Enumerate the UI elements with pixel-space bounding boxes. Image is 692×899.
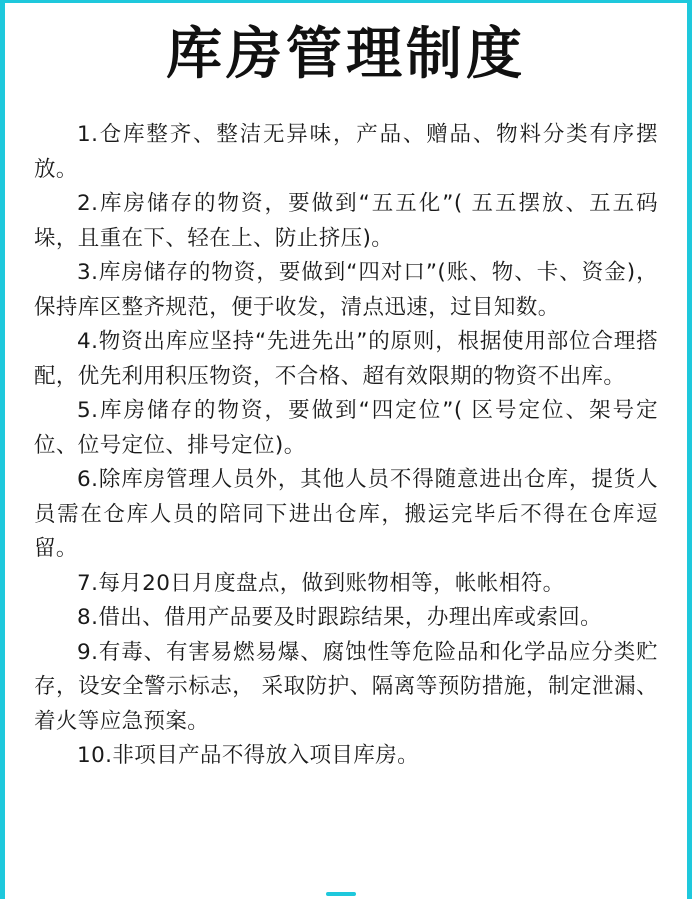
rule-text: 借出、借用产品要及时跟踪结果，办理出库或索回。 (98, 605, 603, 630)
rule-text: 库房储存的物资，要做到“五五化”( 五五摆放、五五码垛，且重在下、轻在上、防止挤压)。 (34, 191, 658, 251)
bottom-accent-mark (326, 892, 356, 896)
rule-number: 4. (77, 329, 99, 354)
rule-text: 库房储存的物资，要做到“四定位”( 区号定位、架号定位、位号定位、排号定位)。 (34, 398, 658, 458)
rule-item-5 (34, 394, 658, 463)
rule-number: 10. (77, 743, 113, 768)
rule-item-10 (34, 739, 658, 774)
rule-number: 6. (77, 467, 99, 492)
rule-number: 9. (77, 639, 99, 665)
rule-number: 8. (77, 605, 99, 630)
rule-number: 5. (77, 398, 99, 423)
rules-list (34, 118, 658, 774)
rule-item-3 (34, 256, 658, 325)
rule-text: 有毒、有害易燃易爆、腐蚀性等危险品和化学品应分类贮存，设安全警示标志， 采取防护、隔离等预防措施，制定泄漏、着火等应急预案。 (34, 639, 658, 734)
rule-text: 非项目产品不得放入项目库房。 (112, 743, 420, 768)
rule-number: 3. (77, 260, 99, 285)
rule-item-6 (34, 463, 658, 567)
rule-item-1 (34, 118, 658, 187)
rule-item-9 (34, 636, 658, 740)
rule-item-8 (34, 601, 658, 636)
page-title: 库房管理制度 (166, 22, 526, 87)
rule-text: 每月20日月度盘点，做到账物相等，帐帐相符。 (98, 570, 565, 596)
rule-text: 物资出库应坚持“先进先出”的原则，根据使用部位合理搭配，优先利用积压物资，不合格、超有效限期的物资不出库。 (34, 329, 658, 389)
rule-item-2 (34, 187, 658, 256)
rule-text: 库房储存的物资，要做到“四对口”(账、物、卡、资金)，保持库区整齐规范，便于收发，清点迅速，过目知数。 (34, 260, 658, 320)
rule-number: 7. (77, 570, 99, 596)
rule-item-4 (34, 325, 658, 394)
rule-item-7 (34, 567, 658, 602)
rule-number: 1. (77, 122, 99, 147)
rule-number: 2. (77, 191, 99, 216)
rule-text: 除库房管理人员外，其他人员不得随意进出仓库，提货人员需在仓库人员的陪同下进出仓库，搬运完毕后不得在仓库逗留。 (34, 467, 658, 561)
rule-text: 仓库整齐、整洁无异味，产品、赠品、物料分类有序摆放。 (34, 122, 658, 182)
